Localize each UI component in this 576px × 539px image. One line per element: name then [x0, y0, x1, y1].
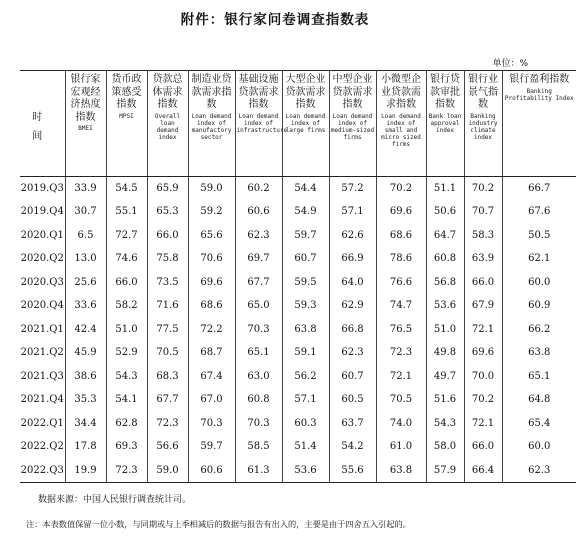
value-cell: 61.0 [376, 435, 426, 459]
value-cell: 60.5 [329, 388, 376, 412]
value-cell: 59.7 [282, 224, 329, 248]
table-row [20, 271, 576, 295]
column-header-cn: 制造业贷款需求指数 [191, 74, 232, 110]
value-cell: 69.6 [464, 341, 502, 365]
value-cell: 59.7 [188, 435, 235, 459]
value-cell: 73.5 [147, 271, 188, 295]
value-cell: 60.2 [235, 177, 282, 201]
value-cell: 59.0 [147, 459, 188, 483]
value-cell: 74.7 [376, 294, 426, 318]
table-row [20, 459, 576, 483]
value-cell: 50.6 [426, 200, 464, 224]
value-cell: 45.9 [65, 341, 106, 365]
value-cell: 72.3 [106, 459, 147, 483]
value-cell: 17.8 [65, 435, 106, 459]
value-cell: 51.6 [426, 388, 464, 412]
table-row [20, 200, 576, 224]
value-cell: 33.6 [65, 294, 106, 318]
value-cell: 51.0 [106, 318, 147, 342]
table-row [20, 294, 576, 318]
value-cell: 13.0 [65, 247, 106, 271]
column-header [502, 71, 576, 177]
value-cell: 70.2 [376, 177, 426, 201]
table-row [20, 247, 576, 271]
column-header [147, 71, 188, 177]
value-cell: 58.3 [464, 224, 502, 248]
value-cell: 59.0 [188, 177, 235, 201]
value-cell: 19.9 [65, 459, 106, 483]
column-header [235, 71, 288, 177]
table-row [20, 388, 576, 412]
value-cell: 57.1 [282, 388, 329, 412]
value-cell: 54.2 [329, 435, 376, 459]
column-header-en: Banking Profitability Index [504, 87, 574, 102]
value-cell: 66.9 [329, 247, 376, 271]
value-cell: 65.4 [528, 417, 551, 429]
table-header-row [20, 71, 576, 177]
value-cell: 74.0 [376, 412, 426, 436]
table-row [20, 412, 576, 436]
value-cell: 65.0 [235, 294, 282, 318]
value-cell: 65.6 [188, 224, 235, 248]
value-cell: 63.0 [235, 365, 282, 389]
value-cell: 54.9 [282, 200, 329, 224]
value-cell: 72.2 [188, 318, 235, 342]
value-cell: 67.7 [147, 388, 188, 412]
column-header [65, 71, 106, 177]
period-cell: 2022.Q2 [20, 435, 65, 459]
column-header-en: BMEI [78, 125, 93, 132]
value-cell: 57.9 [426, 459, 464, 483]
value-cell: 51.0 [426, 318, 464, 342]
value-cell: 54.3 [106, 365, 147, 389]
column-header-en: Loan demand index of manufactory sector [191, 112, 232, 141]
value-cell: 71.6 [147, 294, 188, 318]
value-cell: 65.9 [147, 177, 188, 201]
value-cell: 70.3 [235, 412, 282, 436]
period-cell: 2022.Q1 [20, 412, 65, 436]
value-cell: 52.9 [106, 341, 147, 365]
value-cell: 60.7 [282, 247, 329, 271]
value-cell: 58.0 [426, 435, 464, 459]
value-cell: 70.5 [376, 388, 426, 412]
value-cell: 58.2 [106, 294, 147, 318]
table-row [20, 365, 576, 389]
column-header-en: MPSI [119, 112, 134, 120]
value-cell: 69.7 [235, 247, 282, 271]
value-cell: 59.1 [282, 341, 329, 365]
value-cell: 76.6 [376, 271, 426, 295]
value-cell: 67.7 [235, 271, 282, 295]
value-cell: 63.9 [464, 247, 502, 271]
period-cell: 2020.Q1 [20, 224, 65, 248]
value-cell: 63.8 [282, 318, 329, 342]
value-cell: 53.6 [282, 459, 329, 483]
column-header [426, 71, 464, 177]
value-cell: 56.2 [282, 365, 329, 389]
value-cell: 60.8 [426, 247, 464, 271]
value-cell: 66.0 [464, 435, 502, 459]
value-cell: 67.4 [188, 365, 235, 389]
column-header-cn: 大型企业贷款需求指数 [285, 74, 326, 110]
value-cell: 54.1 [106, 388, 147, 412]
value-cell: 35.3 [65, 388, 106, 412]
value-cell: 62.3 [502, 459, 576, 483]
value-cell: 60.8 [235, 388, 282, 412]
value-cell: 59.3 [282, 294, 329, 318]
period-cell: 2020.Q4 [20, 294, 65, 318]
value-cell: 68.6 [376, 224, 426, 248]
value-cell: 30.7 [65, 200, 106, 224]
value-cell: 60.7 [329, 365, 376, 389]
value-cell: 74.6 [106, 247, 147, 271]
value-cell: 69.6 [376, 200, 426, 224]
table-note: 注：本表数值保留一位小数，与同期或与上季相减后的数据与报告有出入的，主要是由于四舍五入引起的。 [26, 519, 411, 529]
value-cell: 70.7 [464, 200, 502, 224]
page-title: 附件：银行家问卷调查指数表 [180, 12, 370, 28]
value-cell: 6.5 [65, 224, 106, 248]
value-cell: 38.6 [65, 365, 106, 389]
period-cell: 2021.Q3 [20, 365, 65, 389]
table-row [20, 224, 576, 248]
value-cell: 50.5 [528, 229, 551, 241]
value-cell: 56.8 [426, 271, 464, 295]
value-cell: 62.8 [106, 412, 147, 436]
value-cell: 72.1 [376, 365, 426, 389]
column-header-en: Loan demand index of small and micro sized firms [381, 112, 421, 148]
table-body [20, 177, 576, 483]
value-cell: 72.3 [147, 412, 188, 436]
value-cell: 67.6 [528, 206, 551, 218]
value-cell: 68.7 [188, 341, 235, 365]
column-header-cn: 贷款总体需求指数 [152, 74, 183, 110]
value-cell: 60.3 [282, 412, 329, 436]
period-cell: 2021.Q2 [20, 341, 65, 365]
value-cell: 33.9 [65, 177, 106, 201]
value-cell: 63.8 [528, 347, 551, 359]
value-cell: 55.6 [329, 459, 376, 483]
column-header-en: Loan demand index of medium-sized firms [330, 112, 375, 141]
column-header-en: Loan demand index of infrastructure [236, 112, 288, 134]
value-cell: 69.6 [188, 271, 235, 295]
value-cell: 62.3 [329, 341, 376, 365]
value-cell: 67.9 [464, 294, 502, 318]
value-cell: 54.4 [282, 177, 329, 201]
value-cell: 72.1 [464, 318, 502, 342]
column-header [376, 71, 426, 177]
bank-survey-index-table [20, 70, 576, 483]
column-header-en: Loan demand index of large firms [285, 112, 326, 134]
value-cell: 63.8 [376, 459, 426, 483]
column-header-cn: 银行盈利指数 [509, 74, 570, 85]
period-cell: 2021.Q4 [20, 388, 65, 412]
column-header-en: Bank loan approval index [428, 112, 462, 134]
value-cell: 49.7 [426, 365, 464, 389]
table-row [20, 318, 576, 342]
value-cell: 60.0 [528, 276, 551, 288]
value-cell: 49.8 [426, 341, 464, 365]
value-cell: 25.6 [65, 271, 106, 295]
value-cell: 69.3 [106, 435, 147, 459]
value-cell: 70.0 [464, 365, 502, 389]
value-cell: 60.6 [235, 200, 282, 224]
value-cell: 70.6 [188, 247, 235, 271]
value-cell: 65.1 [235, 341, 282, 365]
value-cell: 62.3 [235, 224, 282, 248]
column-header-cn: 银行业景气指数 [468, 74, 498, 110]
value-cell: 60.6 [188, 459, 235, 483]
column-header-en: Banking industry climate index [468, 112, 498, 141]
value-cell: 59.2 [188, 200, 235, 224]
value-cell: 68.3 [147, 365, 188, 389]
column-header [282, 71, 329, 177]
column-header [188, 71, 235, 177]
value-cell: 34.4 [65, 412, 106, 436]
value-cell: 65.1 [528, 370, 551, 382]
value-cell: 51.1 [426, 177, 464, 201]
column-header-cn: 中型企业贷款需求指数 [332, 74, 373, 110]
value-cell: 77.5 [147, 318, 188, 342]
column-header [464, 71, 502, 177]
value-cell: 54.5 [106, 177, 147, 201]
value-cell: 70.3 [235, 318, 282, 342]
value-cell: 63.7 [329, 412, 376, 436]
value-cell: 72.1 [464, 412, 502, 436]
column-header-en: Overall loan demand index [154, 112, 181, 141]
value-cell: 66.8 [329, 318, 376, 342]
value-cell: 70.3 [188, 412, 235, 436]
table-row [20, 177, 576, 201]
period-cell: 2020.Q2 [20, 247, 65, 271]
value-cell: 72.3 [376, 341, 426, 365]
value-cell: 54.3 [426, 412, 464, 436]
value-cell: 42.4 [65, 318, 106, 342]
value-cell: 70.2 [464, 177, 502, 201]
value-cell: 66.0 [106, 271, 147, 295]
value-cell: 75.8 [147, 247, 188, 271]
value-cell: 70.5 [147, 341, 188, 365]
value-cell: 57.1 [329, 200, 376, 224]
value-cell: 66.7 [528, 183, 551, 194]
value-cell: 67.0 [188, 388, 235, 412]
value-cell: 62.6 [329, 224, 376, 248]
period-cell: 2019.Q4 [20, 200, 65, 224]
value-cell: 66.4 [464, 459, 502, 483]
value-cell: 58.5 [235, 435, 282, 459]
value-cell: 66.0 [147, 224, 188, 248]
value-cell: 57.2 [329, 177, 376, 201]
period-cell: 2021.Q1 [20, 318, 65, 342]
value-cell: 70.2 [464, 388, 502, 412]
value-cell: 61.3 [235, 459, 282, 483]
value-cell: 78.6 [376, 247, 426, 271]
column-header-cn: 基础设施贷款需求指数 [238, 74, 279, 110]
value-cell: 76.5 [376, 318, 426, 342]
table-row [20, 341, 576, 365]
value-cell: 62.9 [329, 294, 376, 318]
value-cell: 65.3 [147, 200, 188, 224]
value-cell: 51.4 [282, 435, 329, 459]
value-cell: 60.9 [528, 300, 551, 312]
period-cell: 2020.Q3 [20, 271, 65, 295]
value-cell: 64.0 [329, 271, 376, 295]
value-cell: 55.1 [106, 200, 147, 224]
column-header [329, 71, 376, 177]
column-header-cn: 小微型企业贷款需求指数 [381, 74, 421, 110]
value-cell: 56.6 [147, 435, 188, 459]
period-cell: 2022.Q3 [20, 459, 65, 483]
value-cell: 62.1 [528, 253, 551, 265]
value-cell: 66.2 [528, 323, 551, 335]
value-cell: 68.6 [188, 294, 235, 318]
value-cell: 72.7 [106, 224, 147, 248]
value-cell: 53.6 [426, 294, 464, 318]
value-cell: 66.0 [464, 271, 502, 295]
period-cell: 2019.Q3 [20, 177, 65, 201]
column-header-cn: 银行贷款审批指数 [430, 74, 460, 110]
column-header-cn: 货币政策感受指数 [111, 74, 142, 110]
time-header-label: 时 间 [32, 111, 53, 142]
unit-label: 单位：% [492, 59, 528, 69]
table-row [20, 435, 576, 459]
column-header-cn: 银行家宏观经济热度指数 [70, 74, 101, 123]
time-column-header [20, 71, 65, 177]
column-header [106, 71, 147, 177]
value-cell: 59.5 [282, 271, 329, 295]
value-cell: 60.0 [528, 441, 551, 453]
value-cell: 64.7 [426, 224, 464, 248]
data-source: 数据来源：中国人民银行调查统计司。 [38, 495, 192, 505]
value-cell: 64.8 [528, 394, 551, 406]
